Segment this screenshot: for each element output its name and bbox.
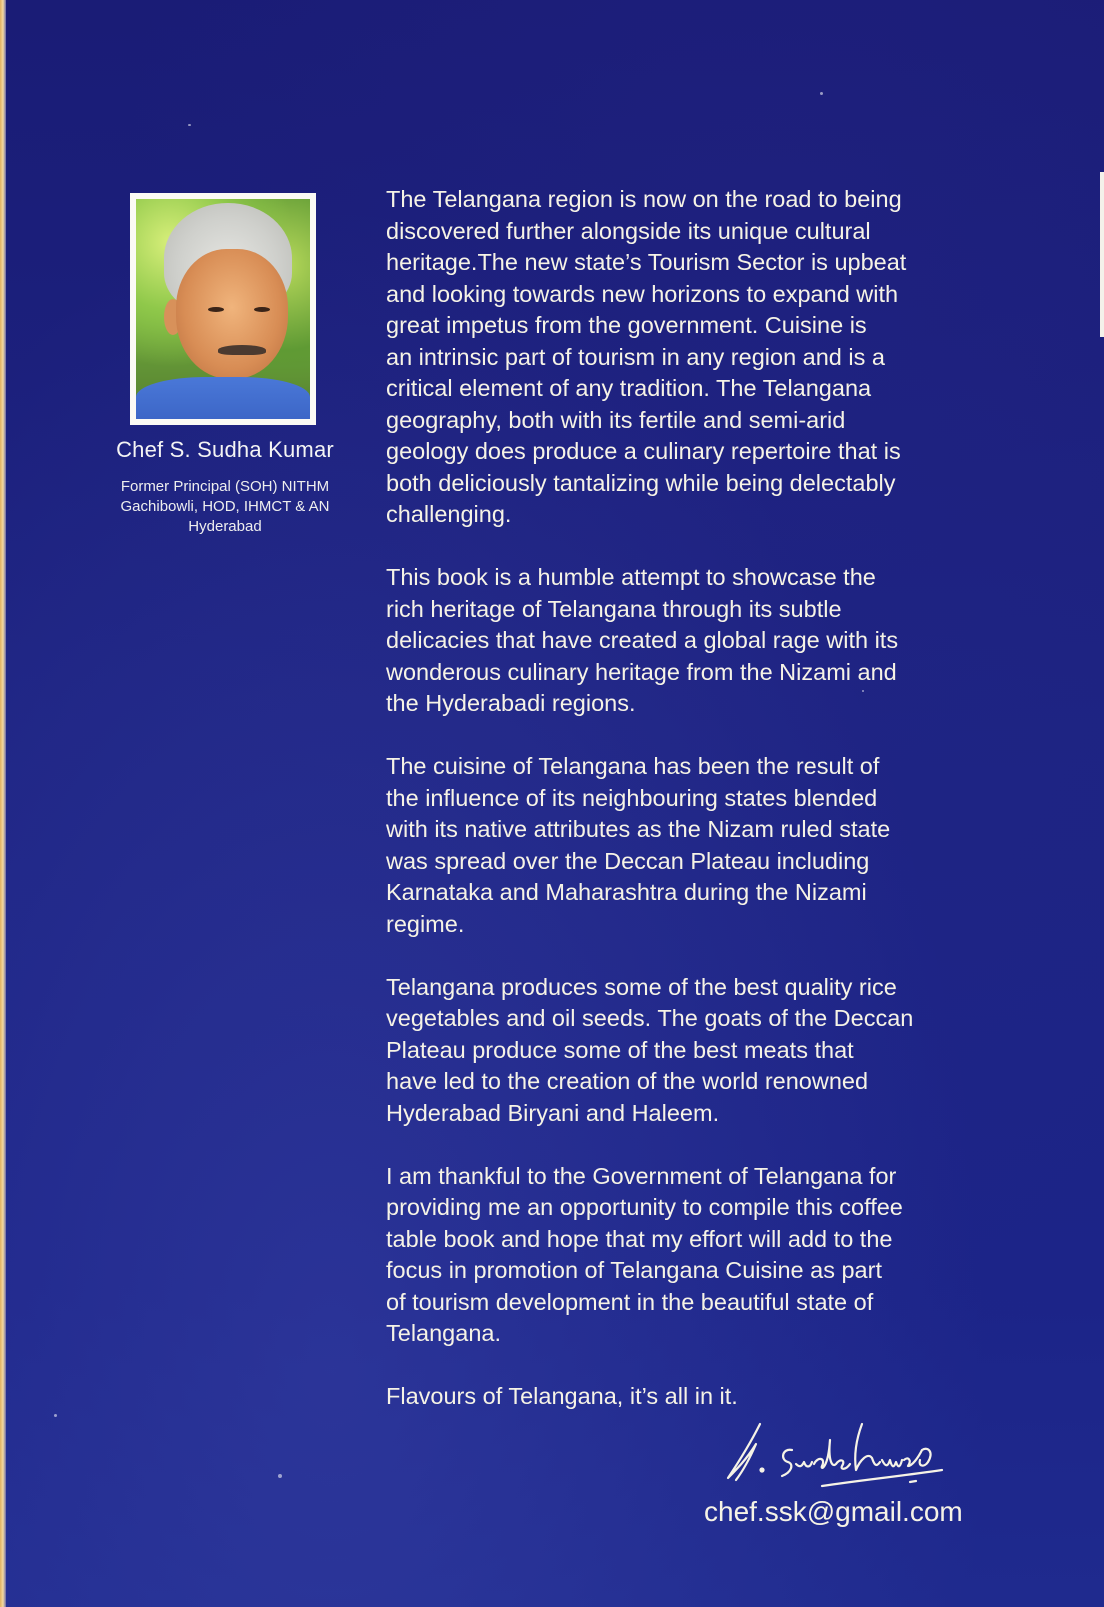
text-line: Plateau produce some of the best meats that	[386, 1036, 854, 1063]
paragraph-acknowledgement	[386, 1161, 986, 1350]
paragraph-book-purpose	[386, 562, 986, 720]
text-line: providing me an opportunity to compile this coffee	[386, 1194, 903, 1220]
text-line: The cuisine of Telangana has been the result of	[386, 753, 880, 779]
text-line: I am thankful to the Government of Telangana for	[386, 1162, 897, 1189]
photo-shirt	[136, 377, 310, 419]
author-title-line: Hyderabad	[188, 518, 262, 535]
text-line: heritage.The new state’s Tourism Sector is upbeat	[386, 249, 907, 275]
text-line: have led to the creation of the world renowned	[386, 1068, 869, 1094]
author-title	[90, 477, 360, 537]
photo-mustache	[218, 345, 266, 355]
text-line: table book and hope that my effort will add to the	[386, 1225, 893, 1252]
edge-mark	[1100, 172, 1104, 337]
author-photo-frame	[130, 193, 316, 425]
text-line: rich heritage of Telangana through its subtle	[386, 595, 842, 622]
text-line: Karnataka and Maharashtra during the Nizami	[386, 879, 867, 905]
text-line: with its native attributes as the Nizam ruled state	[386, 816, 891, 842]
page-edge	[0, 0, 6, 1607]
paragraph-intro	[386, 184, 986, 531]
dust-speck	[54, 1414, 57, 1417]
author-photo	[136, 199, 310, 419]
dust-speck	[820, 92, 823, 95]
text-line: challenging.	[386, 501, 512, 527]
paragraph-produce	[386, 972, 986, 1130]
text-line: vegetables and oil seeds. The goats of the Deccan	[386, 1005, 914, 1031]
text-line: and looking towards new horizons to expand with	[386, 280, 899, 307]
photo-face	[176, 249, 288, 379]
photo-eye-left	[208, 307, 224, 312]
text-line: of tourism development in the beautiful state of	[386, 1288, 874, 1315]
author-signature	[722, 1420, 952, 1490]
signature-icon	[722, 1420, 952, 1490]
text-line: regime.	[386, 910, 465, 937]
text-line: the influence of its neighbouring states blended	[386, 784, 878, 811]
dust-speck	[278, 1474, 282, 1478]
author-title-line: Gachibowli, HOD, IHMCT & AN	[120, 498, 330, 515]
text-line: was spread over the Deccan Plateau including	[386, 847, 870, 874]
text-line: delicacies that have created a global rage with its	[386, 627, 899, 653]
text-line: an intrinsic part of tourism in any region and is a	[386, 343, 885, 370]
author-name: Chef S. Sudha Kumar	[116, 437, 334, 462]
text-line: focus in promotion of Telangana Cuisine as part	[386, 1257, 882, 1283]
text-line: Telangana produces some of the best quality rice	[386, 973, 897, 1000]
author-profile	[90, 193, 360, 537]
text-line: geology does produce a culinary repertoire that is	[386, 438, 901, 464]
photo-eye-right	[254, 307, 270, 312]
text-line: discovered further alongside its unique cultural	[386, 217, 871, 244]
text-line: Hyderabad Biryani and Haleem.	[386, 1099, 720, 1126]
paragraph-cuisine-history	[386, 751, 986, 940]
closing-line	[386, 1381, 986, 1413]
text-line: critical element of any tradition. The Telangana	[386, 375, 872, 401]
dust-speck	[188, 124, 191, 126]
text-line: great impetus from the government. Cuisine is	[386, 312, 867, 338]
text-line: geography, both with its fertile and semi-arid	[386, 406, 846, 433]
author-title-line: Former Principal (SOH) NITHM	[120, 478, 330, 495]
text-line: the Hyderabadi regions.	[386, 690, 636, 716]
text-line: Telangana.	[386, 1320, 501, 1346]
contact-email[interactable]: chef.ssk@gmail.com	[704, 1496, 963, 1527]
text-line: Flavours of Telangana, it’s all in it.	[386, 1383, 738, 1409]
text-line: wonderous culinary heritage from the Nizami and	[386, 658, 897, 685]
text-line: This book is a humble attempt to showcase the	[386, 564, 876, 590]
text-line: The Telangana region is now on the road to being	[386, 186, 902, 212]
text-line: both deliciously tantalizing while being delectably	[386, 469, 896, 496]
body-text	[386, 184, 986, 1444]
